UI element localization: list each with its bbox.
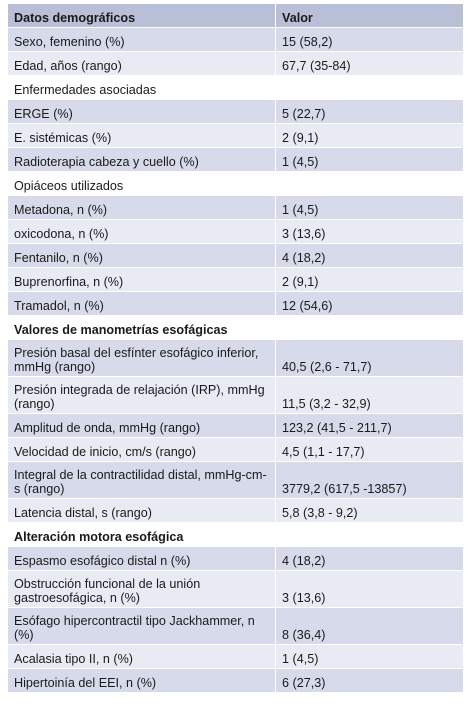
row-value: 11,5 (3,2 - 32,9) [276, 377, 464, 414]
row-value [276, 76, 464, 100]
table-row [8, 438, 464, 462]
table-row [8, 292, 464, 316]
row-label: Tramadol, n (%) [8, 292, 276, 316]
row-label: Esófago hipercontractil tipo Jackhammer, n (%) [8, 608, 276, 645]
row-value [276, 523, 464, 547]
row-value: 3 (13,6) [276, 571, 464, 608]
row-label: Integral de la contractilidad distal, mmHg-cm-s (rango) [8, 462, 276, 499]
table-row [8, 28, 464, 52]
row-label: E. sistémicas (%) [8, 124, 276, 148]
table-row [8, 414, 464, 438]
row-label: Acalasia tipo II, n (%) [8, 645, 276, 669]
row-value: 4 (18,2) [276, 244, 464, 268]
row-value [276, 172, 464, 196]
row-label: Velocidad de inicio, cm/s (rango) [8, 438, 276, 462]
row-label: Latencia distal, s (rango) [8, 499, 276, 523]
row-value: 67,7 (35-84) [276, 52, 464, 76]
row-value: 6 (27,3) [276, 669, 464, 693]
row-value: 3779,2 (617,5 -13857) [276, 462, 464, 499]
table-row [8, 499, 464, 523]
table-row [8, 244, 464, 268]
row-value: 1 (4,5) [276, 148, 464, 172]
row-value: 2 (9,1) [276, 124, 464, 148]
table-row [8, 571, 464, 608]
row-value: 4,5 (1,1 - 17,7) [276, 438, 464, 462]
row-label: Edad, años (rango) [8, 52, 276, 76]
row-value: 2 (9,1) [276, 268, 464, 292]
row-label: Metadona, n (%) [8, 196, 276, 220]
row-label: Fentanilo, n (%) [8, 244, 276, 268]
row-value [276, 316, 464, 340]
row-label: Radioterapia cabeza y cuello (%) [8, 148, 276, 172]
section-header-row [8, 172, 464, 196]
section-title: Alteración motora esofágica [8, 523, 276, 547]
table-body [8, 4, 464, 693]
table-row [8, 52, 464, 76]
row-value: 15 (58,2) [276, 28, 464, 52]
table-row [8, 377, 464, 414]
section-header-row [8, 316, 464, 340]
table-row [8, 100, 464, 124]
row-label: oxicodona, n (%) [8, 220, 276, 244]
row-value: 40,5 (2,6 - 71,7) [276, 340, 464, 377]
section-title: Valores de manometrías esofágicas [8, 316, 276, 340]
demographics-table [7, 3, 464, 693]
row-label: Espasmo esofágico distal n (%) [8, 547, 276, 571]
row-label: Amplitud de onda, mmHg (rango) [8, 414, 276, 438]
row-label: ERGE (%) [8, 100, 276, 124]
table-row [8, 608, 464, 645]
row-value: 1 (4,5) [276, 196, 464, 220]
row-value: 123,2 (41,5 - 211,7) [276, 414, 464, 438]
row-value: 5,8 (3,8 - 9,2) [276, 499, 464, 523]
section-header-row [8, 76, 464, 100]
table-row [8, 268, 464, 292]
column-header-label: Datos demográficos [8, 4, 276, 28]
row-value: 8 (36,4) [276, 608, 464, 645]
table-row [8, 669, 464, 693]
table-row [8, 148, 464, 172]
row-label: Presión basal del esfínter esofágico inferior, mmHg (rango) [8, 340, 276, 377]
table-row [8, 340, 464, 377]
section-header-row [8, 523, 464, 547]
row-label: Buprenorfina, n (%) [8, 268, 276, 292]
table-row [8, 462, 464, 499]
column-header-value: Valor [276, 4, 464, 28]
row-value: 4 (18,2) [276, 547, 464, 571]
table-row [8, 196, 464, 220]
table-row [8, 124, 464, 148]
row-label: Obstrucción funcional de la unión gastroesofágica, n (%) [8, 571, 276, 608]
table-header-row [8, 4, 464, 28]
row-value: 3 (13,6) [276, 220, 464, 244]
row-label: Presión integrada de relajación (IRP), mmHg (rango) [8, 377, 276, 414]
section-title: Opiáceos utilizados [8, 172, 276, 196]
table-row [8, 547, 464, 571]
row-label: Sexo, femenino (%) [8, 28, 276, 52]
row-value: 5 (22,7) [276, 100, 464, 124]
table-row [8, 645, 464, 669]
row-value: 1 (4,5) [276, 645, 464, 669]
row-value: 12 (54,6) [276, 292, 464, 316]
row-label: Hipertoinía del EEI, n (%) [8, 669, 276, 693]
table-row [8, 220, 464, 244]
section-title: Enfermedades asociadas [8, 76, 276, 100]
